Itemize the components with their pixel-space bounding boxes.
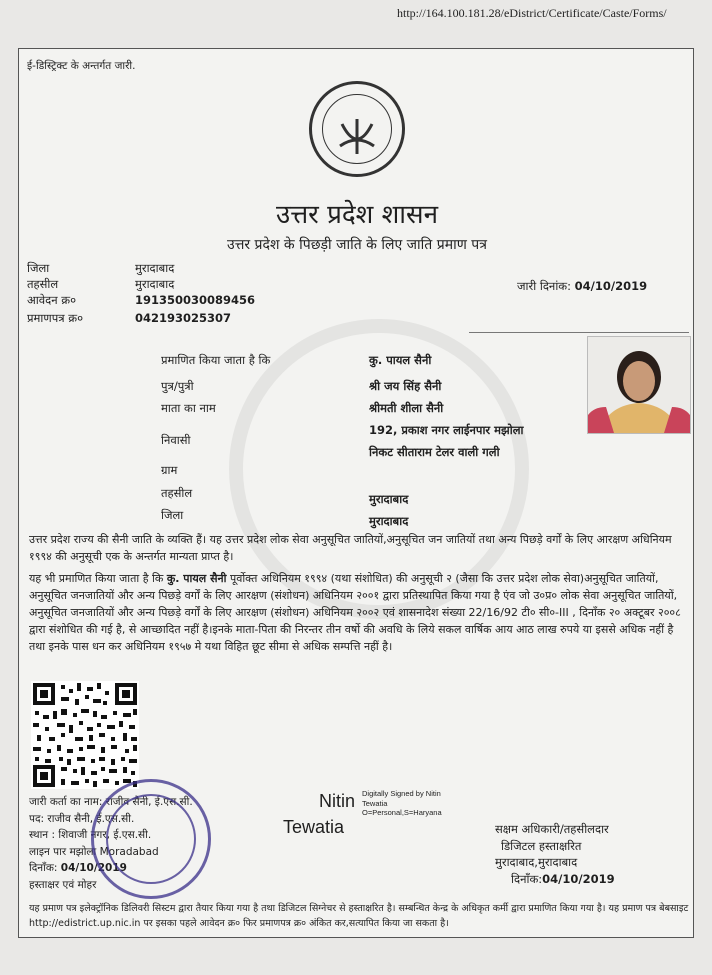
edistrict-note: ई-डिस्ट्रिक्ट के अन्तर्गत जारी. (27, 60, 136, 72)
authority-date: दिनाँक:04/10/2019 (511, 871, 615, 886)
divider (469, 332, 689, 333)
footer-note: यह प्रमाण पत्र इलेक्ट्रॉनिक डिलिवरी सिस्टम द्वारा तैयार किया गया है तथा डिजिटल सिग्नेचर से हस्ताक्षरित है। सम्बन्धित केन्द्र के अधिकृत कर्मी द्वारा प्रमाणित किया गया है। यह प्रमाण पत्र बेबसाइट http://edistrict.up.nic.in पर इसका पहले आवेदन क्र० फिर प्रमाणपत्र क्र० अंकित कर,सत्यापित किया जा सकता है। (29, 903, 689, 929)
certification-paragraph: यह भी प्रमाणित किया जाता है कि कु. पायल सैनी पूर्वोक्त अधिनियम १९९४ (यथा संशोधित) की अनुसूची २ (जैसा कि उत्तर प्रदेश लोक सेवा)अनुसूचित जातियों, अनुसूचित जनजातियों और अन्य पिछड़े वर्गों के लिए आरक्षण (संशोधन) अधिनियम २००१ द्वारा प्रतिस्थापित किया गया है एंव जो उ०प्र० लोक सेवा अनुसूचित जातियों, अनुसूचित जनजातियों और अन्य पिछड़े वर्गों के लिए आरक्षण (संशोधन) अधिनियम २००२ एवं शासनादेश संख्या 22/16/92 टी० सी०-III , दिनाँक २० अक्टूबर २००८ द्वारा संशोधित की गई है, से आच्छादित नहीं है।इनके माता-पिता की निरन्तर तीन वर्षो की अवधि के लिये सकल वार्षिक आय आठ लाख रुपये या इससे अधिक नहीं है तथा इनके पास धन कर अधिनियम १९५७ मे यथा विहित छूट सीमा से अधिक सम्पत्ति नहीं है। (29, 572, 681, 653)
district-label: जिला (27, 261, 50, 275)
applicant-name: कु. पायल सैनी (369, 353, 432, 367)
issuer-name: जारी कर्ता का नाम: राजीव सैनी, ई.एस.सी. (29, 796, 193, 808)
up-government-emblem (309, 81, 405, 177)
mother-name: श्रीमती शीला सैनी (369, 401, 444, 415)
authority-signed: डिजिटल हस्ताक्षरित (501, 838, 582, 853)
mother-label: माता का नाम (161, 401, 216, 415)
official-stamp (91, 779, 211, 899)
tehsil-value-2: मुरादाबाद (369, 492, 409, 506)
page-title: उत्तर प्रदेश शासन (275, 200, 439, 230)
issuer-office: लाइन पार मझोला Moradabad (29, 845, 159, 858)
application-no-label: आवेदन क्र० (27, 293, 77, 307)
issuer-date: दिनाँक: 04/10/2019 (29, 862, 127, 874)
issuer-signature-label: हस्ताक्षर एवं मोहर (29, 878, 97, 891)
residence-label: निवासी (161, 433, 191, 447)
certificate-subtitle: उत्तर प्रदेश के पिछड़ी जाति के लिए जाति प्रमाण पत्र (227, 237, 487, 253)
digital-signature-details: Digitally Signed by Nitin Tewatia O=Personal,S=Haryana (362, 789, 442, 817)
tehsil-label-2: तहसील (161, 486, 193, 500)
village-label: ग्राम (161, 463, 178, 477)
certificate-no-value: 042193025307 (135, 311, 232, 325)
address-line-2: निकट सीताराम टेलर वाली गली (369, 445, 500, 459)
authority-place: मुरादाबाद,मुरादाबाद (495, 855, 578, 869)
issue-date: जारी दिनांक: 04/10/2019 (517, 279, 648, 293)
digital-signer-first: Nitin (319, 791, 356, 811)
certificate-page (18, 48, 694, 938)
district-label-2: जिला (161, 508, 184, 522)
application-no-value: 191350030089456 (135, 293, 256, 307)
caste-paragraph: उत्तर प्रदेश राज्य की सैनी जाति के व्यक्ति हैं। यह उत्तर प्रदेश लोक सेवा अनुसूचित जातियों,अनुसूचित जन जातियों तथा अन्य पिछड़े वर्गों के लिए आरक्षण अधिनियम १९९४ की अनुसूची एक के अन्तर्गत मान्यता प्राप्त है। (29, 533, 672, 563)
certificate-no-label: प्रमाणपत्र क्र० (27, 311, 84, 325)
issuer-place: स्थान : शिवाजी नगर, ई.एस.सी. (29, 829, 152, 841)
digital-signer-last: Tewatia (283, 817, 345, 837)
qr-code (31, 681, 139, 789)
authority-title: सक्षम अधिकारी/तहसीलदार (495, 822, 609, 836)
authority-block (495, 821, 615, 887)
issuer-post: पद: राजीव सैनी, ई.एस.सी. (29, 812, 135, 825)
tehsil-label: तहसील (27, 277, 59, 291)
certified-label: प्रमाणित किया जाता है कि (161, 353, 271, 367)
district-value: मुरादाबाद (135, 261, 175, 275)
father-name: श्री जय सिंह सैनी (369, 379, 442, 393)
district-value-2: मुरादाबाद (369, 514, 409, 528)
applicant-photo (587, 336, 691, 434)
tehsil-value: मुरादाबाद (135, 277, 175, 291)
address-line-1: 192, प्रकाश नगर लाईनपार मझोला (369, 423, 524, 437)
son-daughter-label: पुत्र/पुत्री (161, 379, 194, 393)
browser-url: http://164.100.181.28/eDistrict/Certificate/Caste/Forms/ (397, 6, 667, 20)
